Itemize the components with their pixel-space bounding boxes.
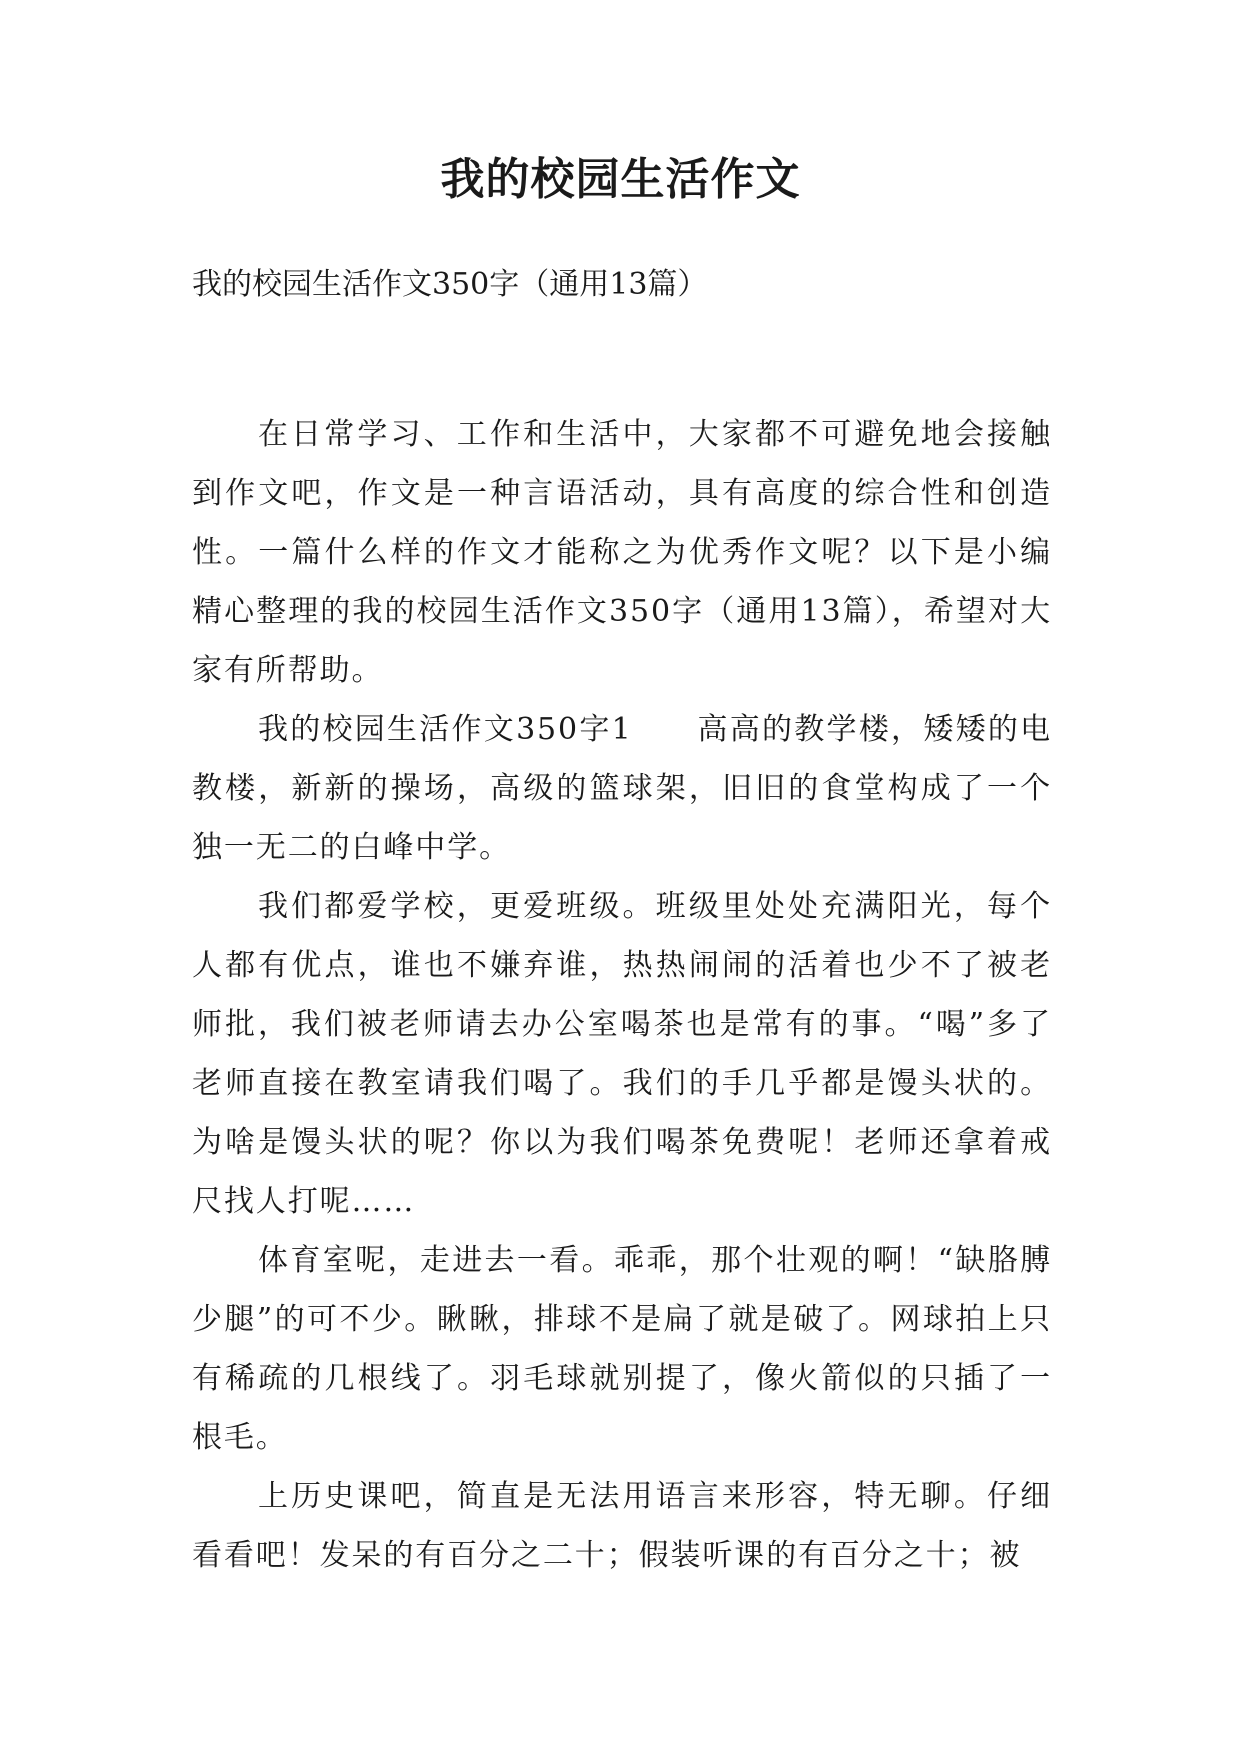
paragraph-history-class: 上历史课吧，简直是无法用语言来形容，特无聊。仔细看看吧！发呆的有百分之二十；假装听课的有百分之十；被 [192,1479,1052,1573]
document-body [192,405,1052,1585]
paragraph-intro: 在日常学习、工作和生活中，大家都不可避免地会接触到作文吧，作文是一种言语活动，具有高度的综合性和创造性。一篇什么样的作文才能称之为优秀作文呢？以下是小编精心整理的我的校园生活作文350字（通用13篇），希望对大家有所帮助。 [192,417,1052,688]
document-subtitle: 我的校园生活作文350字（通用13篇） [192,267,708,302]
paragraph-class-life: 我们都爱学校，更爱班级。班级里处处充满阳光，每个人都有优点，谁也不嫌弃谁，热热闹闹的活着也少不了被老师批，我们被老师请去办公室喝茶也是常有的事。“喝”多了老师直接在教室请我们喝了。我们的手几乎都是馒头状的。为啥是馒头状的呢？你以为我们喝茶免费呢！老师还拿着戒尺找人打呢…… [192,889,1052,1219]
document-title: 我的校园生活作文 [440,154,801,205]
paragraph-essay-1-opening: 我的校园生活作文350字1 高高的教学楼，矮矮的电教楼，新新的操场，高级的篮球架，旧旧的食堂构成了一个独一无二的白峰中学。 [192,712,1052,865]
paragraph-sports-room: 体育室呢，走进去一看。乖乖，那个壮观的啊！“缺胳膊少腿”的可不少。瞅瞅，排球不是扁了就是破了。网球拍上只有稀疏的几根线了。羽毛球就别提了，像火箭似的只插了一根毛。 [192,1243,1052,1455]
